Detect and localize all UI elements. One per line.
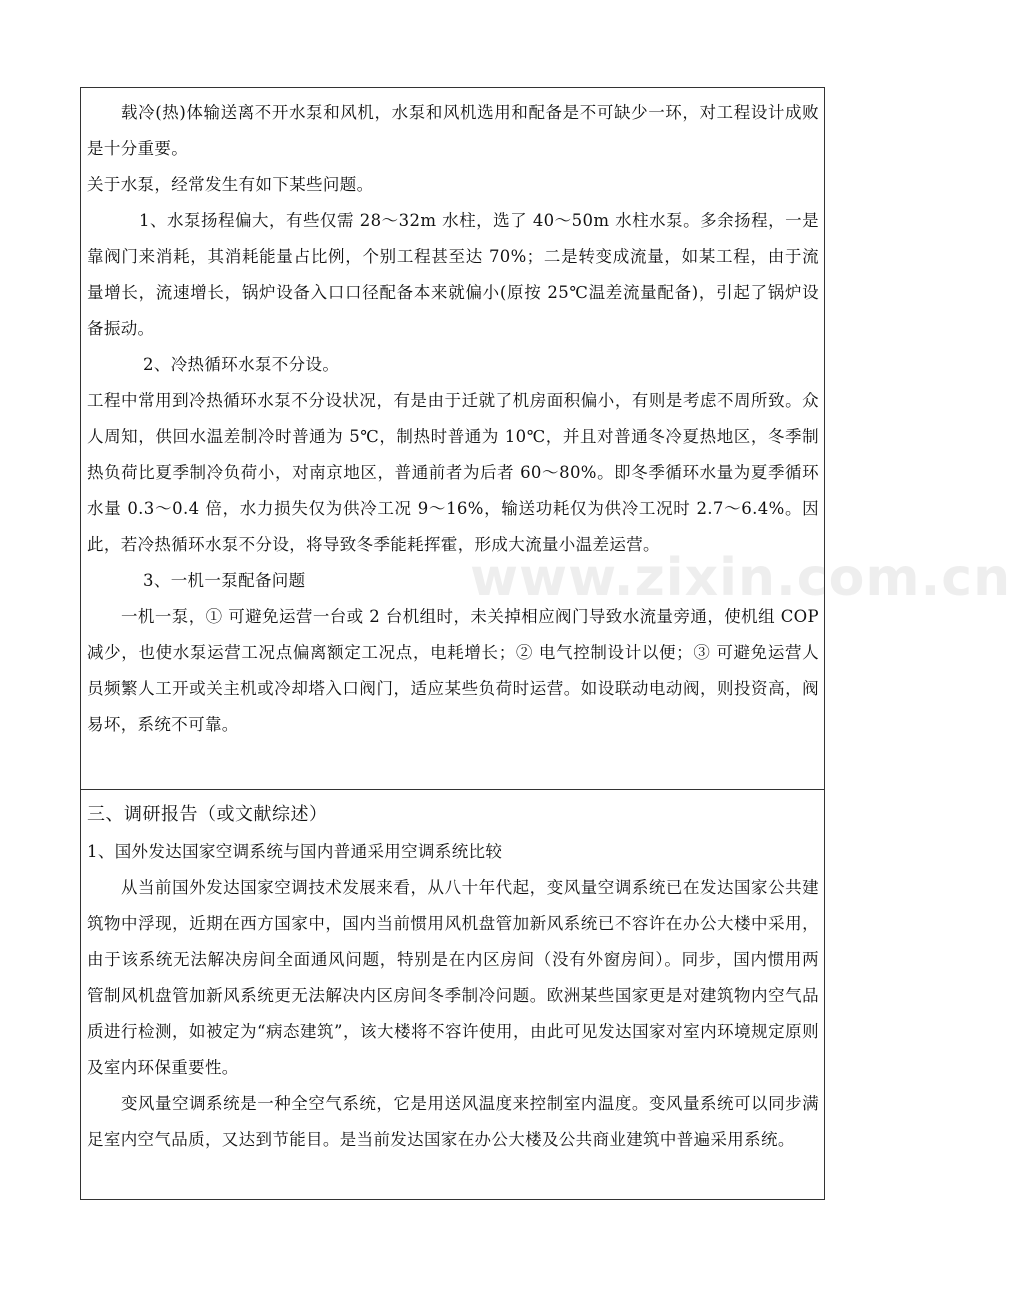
research-report-cell: [81, 790, 824, 1199]
subsection-heading: 1、国外发达国家空调系统与国内普通采用空调系统比较: [87, 842, 503, 861]
pump-issues-lead: 关于水泵，经常发生有如下某些问题。: [87, 175, 374, 194]
issue-2-paragraph: 工程中常用到冷热循环水泵不分设状况，有是由于迁就了机房面积偏小，有则是考虑不周所致。众人周知，供回水温差制冷时普通为 5℃，制热时普通为 10℃，并且对普通冬冷夏热地区，冬季制热负荷比夏季制冷负荷小，对南京地区，普通前者为后者 60～80%。即冬季循环水量为夏季循环水量 0.3～0.4 倍，水力损失仅为供冷工况 9～16%，输送功耗仅为供冷工况时 2.7～6.4%。因此，若冷热循环水泵不分设，将导致冬季能耗挥霍，形成大流量小温差运营。: [87, 391, 819, 554]
pump-issues-cell: [81, 88, 824, 790]
issue-3-paragraph: 一机一泵，① 可避免运营一台或 2 台机组时，未关掉相应阀门导致水流量旁通，使机组 COP 减少，也使水泵运营工况点偏离额定工况点，电耗增长；② 电气控制设计以便；③ 可避免运营人员频繁人工开或关主机或冷却塔入口阀门，适应某些负荷时运营。如设联动电动阀，则投资高，阀易坏，系统不可靠。: [87, 607, 819, 734]
issue-2-title: 2、冷热循环水泵不分设。: [143, 355, 340, 374]
issue-1-paragraph: 1、水泵扬程偏大，有些仅需 28～32m 水柱，选了 40～50m 水柱水泵。多余扬程，一是靠阀门来消耗，其消耗能量占比例，个别工程甚至达 70%；二是转变成流量，如某工程，由于流量增长，流速增长，锅炉设备入口口径配备本来就偏小(原按 25℃温差流量配备)，引起了锅炉设备振动。: [87, 211, 819, 338]
issue-3-title: 3、一机一泵配备问题: [143, 571, 306, 590]
watermark: www.zixin.com.cn: [470, 548, 1011, 608]
intro-paragraph: 载冷(热)体输送离不开水泵和风机，水泵和风机选用和配备是不可缺少一环，对工程设计成败是十分重要。: [87, 103, 819, 158]
research-paragraph-1: 从当前国外发达国家空调技术发展来看，从八十年代起，变风量空调系统已在发达国家公共建筑物中浮现，近期在西方国家中，国内当前惯用风机盘管加新风系统已不容许在办公大楼中采用，由于该系统无法解决房间全面通风问题，特别是在内区房间（没有外窗房间）。同步，国内惯用两管制风机盘管加新风系统更无法解决内区房间冬季制冷问题。欧洲某些国家更是对建筑物内空气品质进行检测，如被定为“病态建筑”，该大楼将不容许使用，由此可见发达国家对室内环境规定原则及室内环保重要性。: [87, 878, 819, 1077]
section-heading: 三、调研报告（或文献综述）: [87, 804, 328, 825]
research-paragraph-2: 变风量空调系统是一种全空气系统，它是用送风温度来控制室内温度。变风量系统可以同步满足室内空气品质，又达到节能目。是当前发达国家在办公大楼及公共商业建筑中普遍采用系统。: [87, 1094, 819, 1149]
document-table: [80, 87, 825, 1200]
